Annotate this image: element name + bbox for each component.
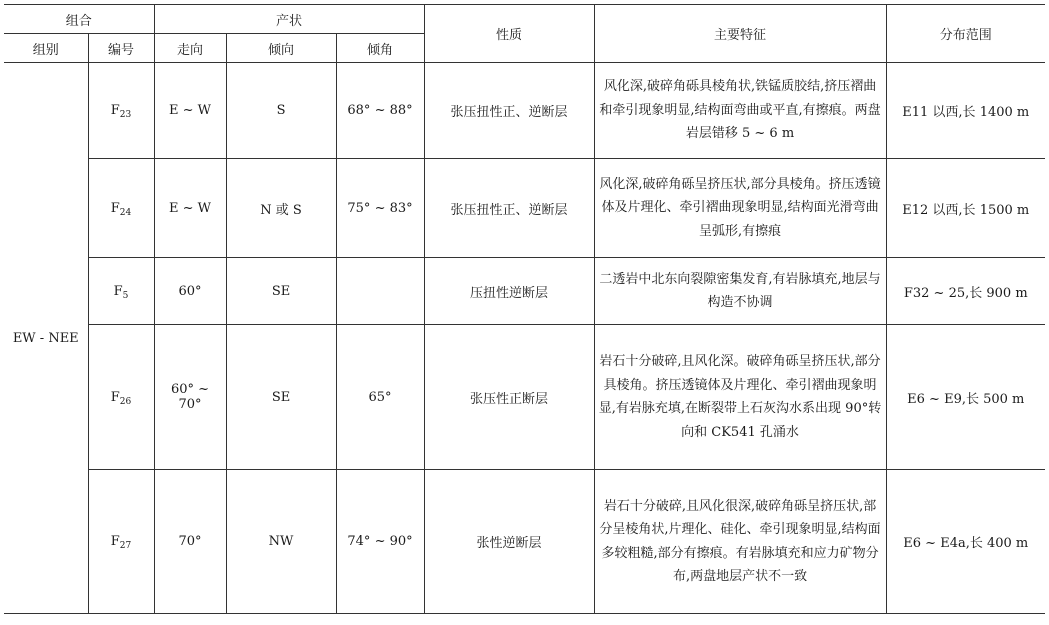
header-strike: 走向 — [154, 34, 226, 63]
dip-direction-cell: NW — [226, 470, 336, 614]
features-cell: 二透岩中北东向裂隙密集发育,有岩脉填充,地层与构造不协调 — [594, 258, 886, 325]
nature-cell: 张压扭性正、逆断层 — [424, 159, 594, 258]
table-row — [4, 258, 1045, 325]
dip-angle-cell: 68° ~ 88° — [336, 63, 424, 159]
dip-angle-cell — [336, 258, 424, 325]
fault-number — [88, 325, 154, 470]
header-dip-angle: 倾角 — [336, 34, 424, 63]
fault-table — [4, 4, 1045, 614]
table-header — [4, 5, 1045, 63]
fault-number-sub: 23 — [119, 110, 132, 120]
fault-number-prefix: F — [113, 283, 123, 299]
dip-angle-cell: 65° — [336, 325, 424, 470]
dip-direction-cell: S — [226, 63, 336, 159]
strike-cell: E ~ W — [154, 63, 226, 159]
table-row — [4, 159, 1045, 258]
dip-direction-cell: SE — [226, 325, 336, 470]
nature-cell: 张压性正断层 — [424, 325, 594, 470]
fault-number-sub: 24 — [119, 207, 132, 218]
distribution-cell: E6 ~ E4a,长 400 m — [886, 470, 1045, 614]
fault-number — [88, 258, 154, 325]
strike-cell: 70° — [154, 470, 226, 614]
nature-cell: 张压扭性正、逆断层 — [424, 63, 594, 159]
strike-cell: 60° — [154, 258, 226, 325]
features-cell: 岩石十分破碎,且风化深。破碎角砾呈挤压状,部分具棱角。挤压透镜体及片理化、牵引褶曲现象明显,有岩脉充填,在断裂带上石灰沟水系出现 90°转向和 CK541 孔涌水 — [594, 325, 886, 470]
table-body — [4, 63, 1045, 614]
strike-cell: 60° ~ 70° — [154, 325, 226, 470]
nature-cell: 压扭性逆断层 — [424, 258, 594, 325]
header-attitude: 产状 — [154, 5, 424, 34]
distribution-cell: E11 以西,长 1400 m — [886, 63, 1045, 159]
header-group-name: 组别 — [4, 34, 88, 63]
features-cell: 风化深,破碎角砾具棱角状,铁锰质胶结,挤压褶曲和牵引现象明显,结构面弯曲或平直,有擦痕。两盘岩层错移 5 ~ 6 m — [594, 63, 886, 159]
fault-number-sub: 5 — [122, 290, 129, 301]
nature-cell: 张性逆断层 — [424, 470, 594, 614]
fault-number-prefix: F — [110, 534, 120, 549]
table-row — [4, 63, 1045, 159]
dip-angle-cell: 75° ~ 83° — [336, 159, 424, 258]
header-group: 组合 — [4, 5, 154, 34]
header-features: 主要特征 — [594, 5, 886, 63]
table-row — [4, 470, 1045, 614]
dip-direction-cell: SE — [226, 258, 336, 325]
fault-number — [88, 63, 154, 159]
header-distribution: 分布范围 — [886, 5, 1045, 63]
fault-number — [88, 159, 154, 258]
dip-angle-cell: 74° ~ 90° — [336, 470, 424, 614]
distribution-cell: F32 ~ 25,长 900 m — [886, 258, 1045, 325]
fault-number — [88, 470, 154, 614]
group-label-cell: EW - NEE — [4, 63, 88, 614]
fault-number-sub: 27 — [119, 541, 132, 551]
distribution-cell: E6 ~ E9,长 500 m — [886, 325, 1045, 470]
strike-cell: E ~ W — [154, 159, 226, 258]
dip-direction-cell: N 或 S — [226, 159, 336, 258]
fault-number-prefix: F — [110, 103, 120, 118]
header-dip-direction: 倾向 — [226, 34, 336, 63]
features-cell: 岩石十分破碎,且风化很深,破碎角砾呈挤压状,部分呈棱角状,片理化、硅化、牵引现象明显,结构面多较粗糙,部分有擦痕。有岩脉填充和应力矿物分布,两盘地层产状不一致 — [594, 470, 886, 614]
table-row — [4, 325, 1045, 470]
features-cell: 风化深,破碎角砾呈挤压状,部分具棱角。挤压透镜体及片理化、牵引褶曲现象明显,结构面光滑弯曲呈弧形,有擦痕 — [594, 159, 886, 258]
header-nature: 性质 — [424, 5, 594, 63]
fault-number-prefix: F — [110, 389, 120, 405]
fault-number-prefix: F — [110, 200, 120, 216]
fault-number-sub: 26 — [119, 396, 132, 407]
header-number: 编号 — [88, 34, 154, 63]
distribution-cell: E12 以西,长 1500 m — [886, 159, 1045, 258]
